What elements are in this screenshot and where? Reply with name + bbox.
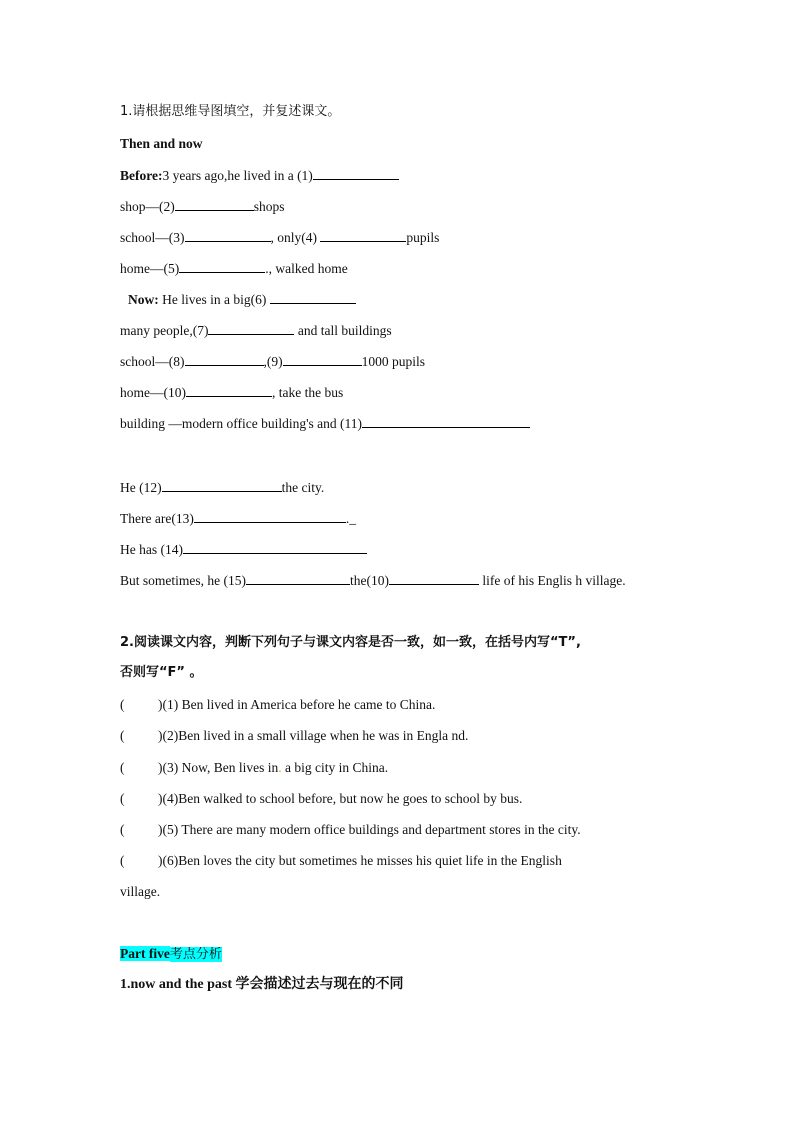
answer-paren-1[interactable]: ( [120,697,125,712]
home2-prefix: home—(10) [120,385,186,400]
section2-heading-line2: 否则写“F” 。 [120,665,203,680]
but15-line [120,571,626,590]
now-text: He lives in a big(6) [162,292,267,307]
there13-suffix: ._ [345,511,356,526]
tf-item-text: )(5) There are many modern office buildings and department stores in the city. [158,822,581,837]
building-prefix: building —modern office building's and (11) [120,416,363,431]
blank-12[interactable] [162,478,282,492]
now-line [128,290,356,309]
many-suffix: and tall buildings [297,323,392,338]
answer-paren-4[interactable]: ( [120,791,125,806]
section1-subtitle: Then and now [120,136,203,151]
tf-item-text: )(6)Ben loves the city but sometimes he misses his quiet life in the English [158,853,562,868]
but15-suffix: life of his Englis h village. [482,573,626,588]
school-suffix: pupils [406,230,440,245]
answer-paren-3[interactable]: ( [120,760,125,775]
tf-item-1 [120,696,435,714]
school2-prefix: school—(8) [120,354,185,369]
tf-item-text-rest: a big city in China. [281,760,389,775]
building-line [120,414,530,433]
home2-line [120,383,343,402]
he12-line [120,478,324,497]
has14-line [120,540,367,559]
tf-item-6 [120,852,562,870]
answer-paren-6[interactable]: ( [120,853,125,868]
tf-item-5 [120,821,581,839]
tf-item-text: )(3) Now, Ben lives in [158,760,279,775]
section2-heading-line1: 2.阅读课文内容，判断下列句子与课文内容是否一致，如一致，在括号内写“T”, [120,635,581,650]
answer-paren-5[interactable]: ( [120,822,125,837]
blank-6[interactable] [270,290,356,304]
part5-title-cn: 考点分析 [169,947,222,962]
there13-prefix: There are(13) [120,511,194,526]
school2-line [120,352,425,371]
but15-prefix: But sometimes, he (15) [120,573,246,588]
blank-1[interactable] [313,166,399,180]
answer-paren-2[interactable]: ( [120,728,125,743]
before-label: Before: [120,168,163,183]
blank-9[interactable] [283,352,362,366]
blank-11[interactable] [362,414,530,428]
shop-line [120,197,285,216]
many-line [120,321,392,340]
school2-suffix: 1000 pupils [361,354,426,369]
blank-3[interactable] [185,228,271,242]
home-line [120,259,348,278]
home-prefix: home—(5) [120,261,180,276]
home-suffix: ., walked home [265,261,348,276]
before-line [120,166,399,185]
tf-item-3 [120,759,388,777]
shop-suffix: shops [253,199,285,214]
blank-10[interactable] [186,383,272,397]
he12-prefix: He (12) [120,480,162,495]
blank-2[interactable] [175,197,254,211]
part5-title-en: Part five [120,946,170,961]
section1-heading: 1.请根据思维导图填空，并复述课文。 [120,104,341,119]
tf-item-text: )(1) Ben lived in America before he came to China. [158,697,436,712]
school2-middle: ,(9) [263,354,283,369]
now-label: Now: [128,292,159,307]
blank-13[interactable] [194,509,346,523]
school-middle: , only(4) [270,230,317,245]
has14-prefix: He has (14) [120,542,183,557]
tf-item-text: )(2)Ben lived in a small village when he was in Engla nd. [158,728,469,743]
school-prefix: school—(3) [120,230,185,245]
tf-item-4 [120,790,522,808]
before-text: 3 years ago,he lived in a (1) [162,168,313,183]
blank-8[interactable] [185,352,264,366]
part5-point1: 1.now and the past 学会描述过去与现在的不同 [120,977,404,992]
blank-7[interactable] [208,321,294,335]
he12-suffix: the city. [281,480,325,495]
part5-title [120,945,222,964]
blank-5[interactable] [179,259,265,273]
blank-14[interactable] [183,540,367,554]
tf-item-6-continued: village. [120,884,161,899]
blank-4[interactable] [320,228,406,242]
but15-middle: the(10) [349,573,389,588]
many-prefix: many people,(7) [120,323,209,338]
tf-item-2 [120,727,468,745]
school-line [120,228,439,247]
there13-line [120,509,356,528]
tf-item-dot: . [278,760,282,775]
blank-15[interactable] [246,571,350,585]
tf-item-text: )(4)Ben walked to school before, but now he goes to school by bus. [158,791,523,806]
home2-suffix: , take the bus [271,385,344,400]
shop-prefix: shop—(2) [120,199,175,214]
blank-16[interactable] [389,571,479,585]
